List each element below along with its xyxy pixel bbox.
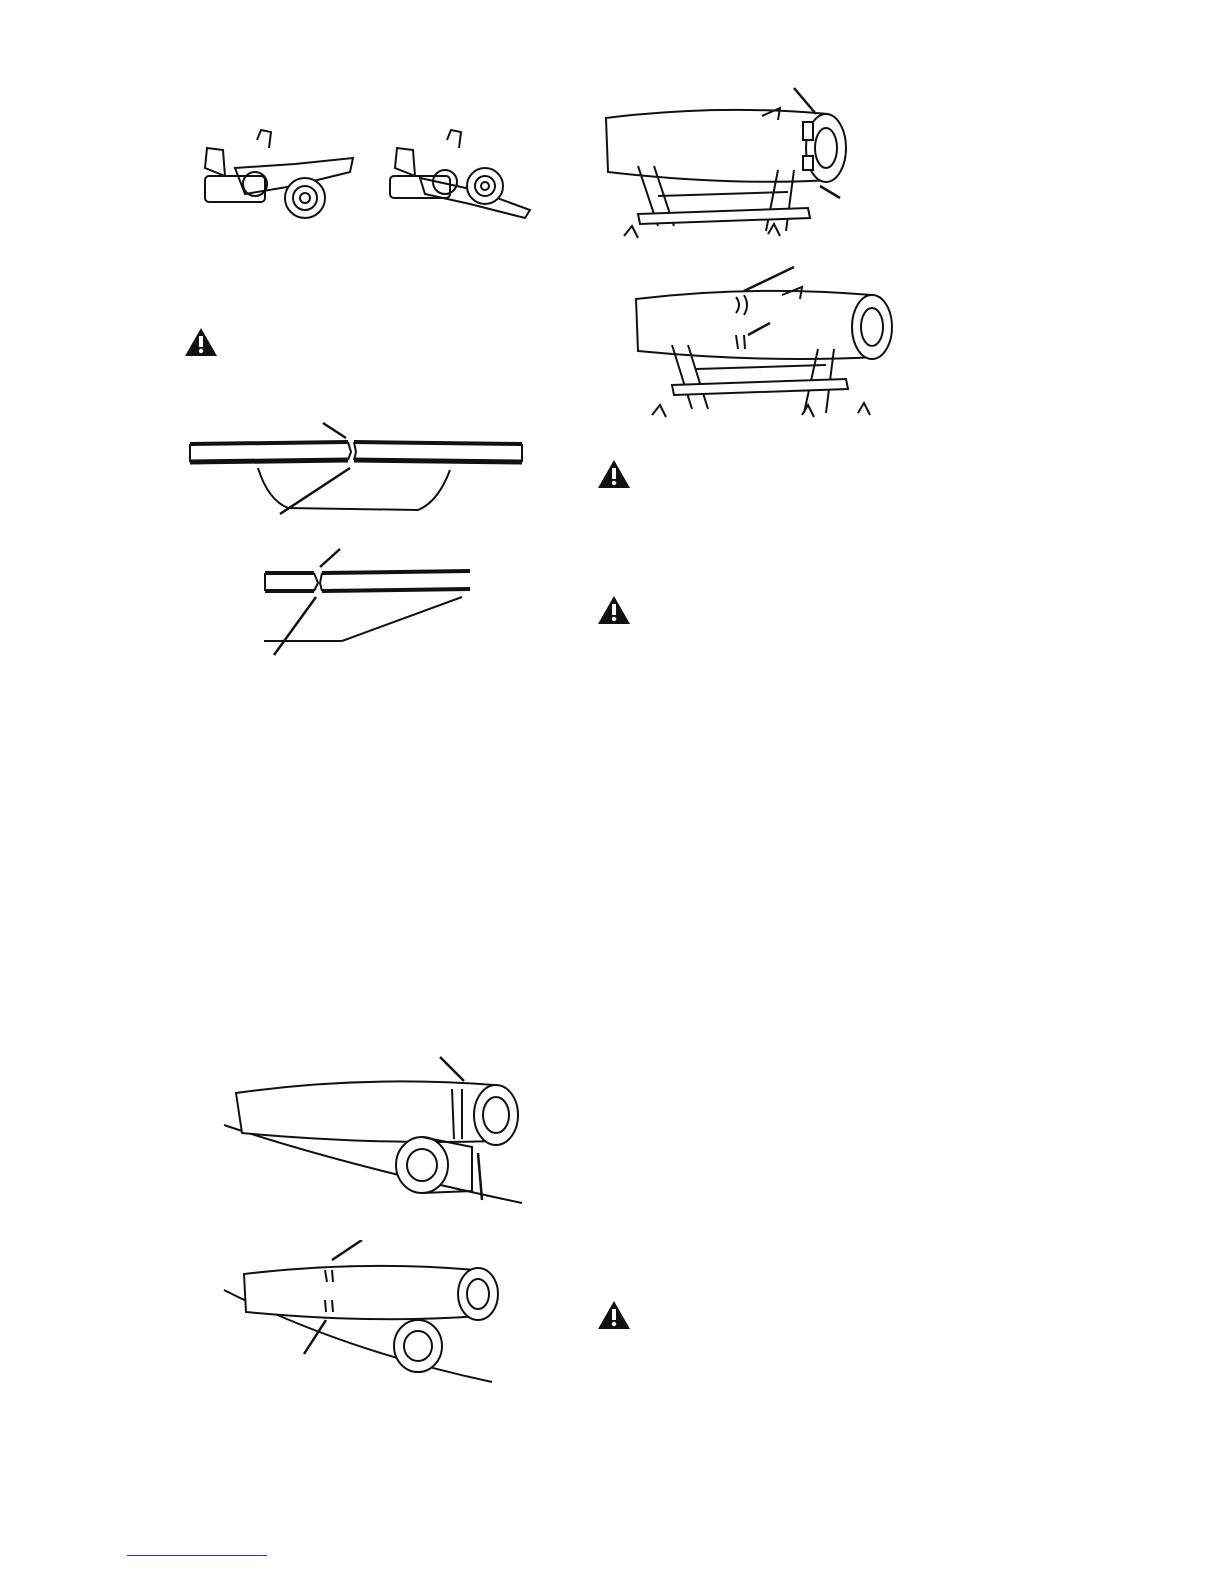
log-on-slope-underbuck-figure: [222, 1240, 504, 1385]
warning-triangle-icon: [597, 1300, 631, 1330]
log-supported-both-ends-figure: [188, 420, 526, 520]
warning-triangle-icon: [597, 459, 631, 489]
log-on-slope-overbuck-figure: [222, 1055, 530, 1210]
bucking-with-chainsaw-figure: [185, 128, 535, 224]
log-on-sawhorse-middle-cut-figure: [632, 265, 894, 420]
chainsaw-right: [390, 130, 530, 218]
warning-triangle-icon: [184, 327, 218, 357]
log-supported-one-end-figure: [262, 545, 474, 660]
footer-rule: [127, 1555, 267, 1556]
warning-triangle-icon: [597, 595, 631, 625]
chainsaw-left: [205, 130, 353, 218]
log-on-sawhorse-end-cut-figure: [598, 86, 848, 244]
